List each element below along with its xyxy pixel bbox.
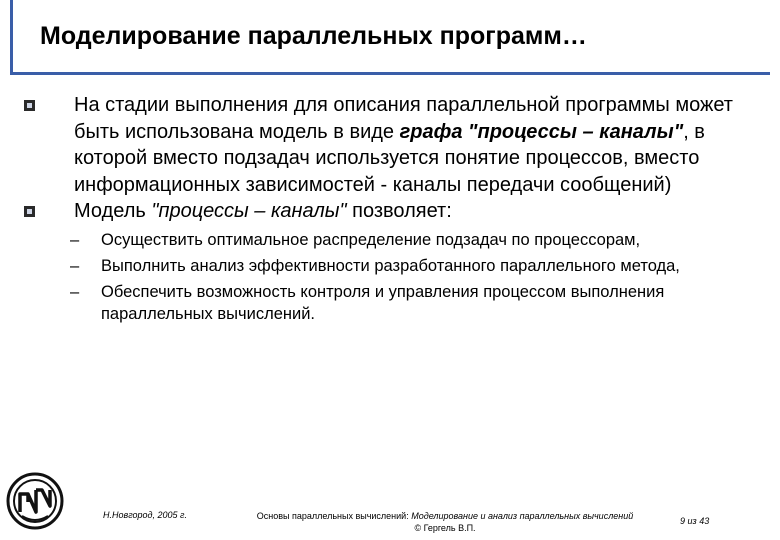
- footer-page-number: 9 из 43: [680, 516, 710, 526]
- footer-author: © Гергель В.П.: [414, 523, 476, 533]
- bullet-2-text-a: Модель: [74, 200, 152, 222]
- bullet-2: [20, 198, 750, 225]
- footer-course-topic: Моделирование и анализ параллельных вычислений: [411, 511, 634, 521]
- bullet-2-text-b: позволяет:: [346, 200, 452, 222]
- dash-marker: –: [70, 230, 80, 249]
- slide-title: Моделирование параллельных программ…: [40, 22, 587, 50]
- checkbox-bullet-icon: [24, 100, 35, 111]
- subitem-2: [20, 255, 750, 277]
- slide-content: [20, 92, 750, 325]
- bullet-1-emphasis: графа "процессы – каналы": [399, 120, 684, 143]
- footer-course-prefix: Основы параллельных вычислений:: [256, 511, 412, 521]
- subitem-2-text: Выполнить анализ эффективности разработанного параллельного метода,: [101, 256, 680, 275]
- subitem-3: [20, 281, 750, 325]
- bullet-1-text-b: , в которой вместо подзадач используется понятие процессов, вместо информационных зависимостей - каналы передачи сообщений): [74, 120, 705, 196]
- bullet-2-emphasis: "процессы – каналы": [151, 200, 347, 222]
- university-logo-icon: [6, 472, 64, 530]
- dash-marker: –: [70, 282, 80, 301]
- subitem-1-text: Осуществить оптимальное распределение подзадач по процессорам,: [101, 230, 641, 249]
- footer-course: [235, 510, 655, 534]
- bullet-1: [20, 92, 750, 198]
- bullet-1-text-a: На стадии выполнения для описания параллельной программы может быть использована модель в виде: [74, 94, 733, 143]
- checkbox-bullet-icon: [24, 206, 35, 217]
- footer-location-date: Н.Новгород, 2005 г.: [103, 510, 187, 520]
- dash-marker: –: [70, 256, 80, 275]
- subitem-3-text: Обеспечить возможность контроля и управления процессом выполнения параллельных вычислений.: [101, 282, 665, 323]
- subitem-1: [20, 229, 750, 251]
